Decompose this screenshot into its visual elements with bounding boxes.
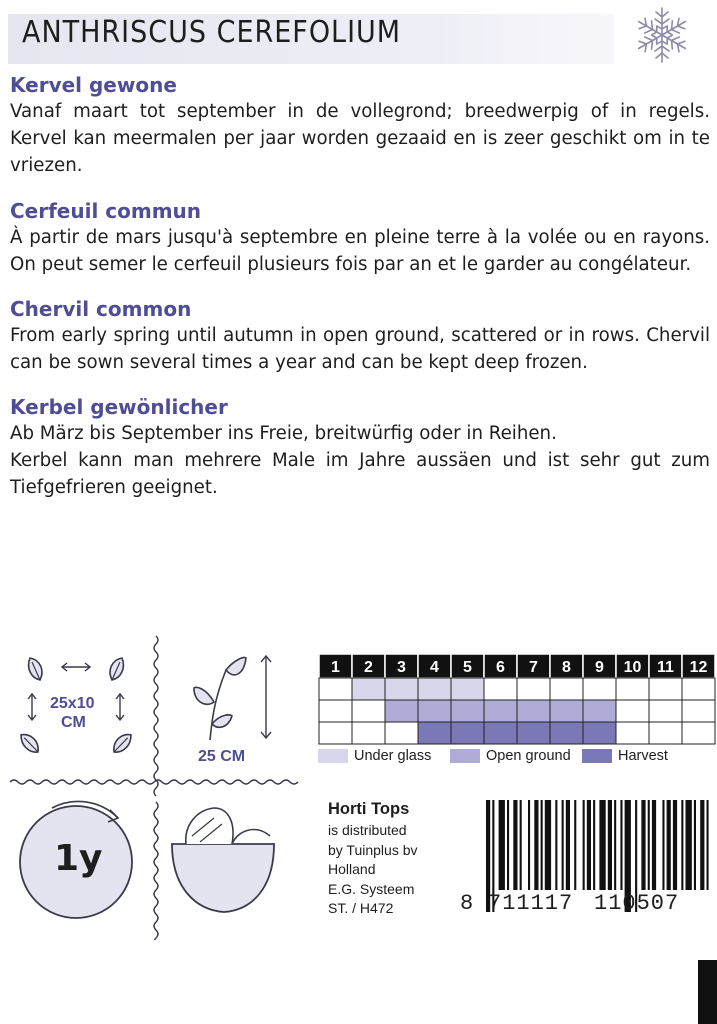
section-line: From early spring until autumn in open ground, scattered or in rows. Chervil can be sown several times a year and can be kept deep frozen. [10, 325, 710, 373]
legend-label: Under glass [354, 748, 432, 764]
calendar-cell-under-glass [418, 678, 451, 700]
barcode-bar [700, 800, 704, 890]
distributor-info [328, 800, 418, 919]
barcode-bar [555, 800, 557, 890]
legend-swatch [582, 749, 612, 763]
calendar-cell-open-ground [451, 700, 484, 722]
barcode-bar [566, 800, 570, 890]
section-line: Kerbel kann man mehrere Male im Jahre aussäen und ist sehr gut zum Tiefgefrieren geeignet. [10, 450, 710, 498]
barcode-digits-right: 110507 [594, 891, 680, 916]
month-header [616, 654, 649, 678]
barcode-bar [599, 800, 605, 890]
calendar-cell-harvest [550, 722, 583, 744]
svg-text:10: 10 [623, 659, 642, 676]
calendar-cell-harvest [517, 722, 550, 744]
barcode-bar [648, 800, 650, 890]
barcode-bar [662, 800, 664, 890]
calendar-cell-empty [649, 722, 682, 744]
sowing-calendar [318, 654, 716, 746]
section-title: Chervil common [10, 297, 192, 321]
spacing-label: 25x10 [50, 695, 95, 712]
section-body [10, 322, 710, 376]
barcode-bar [608, 800, 612, 890]
distributor-line: E.G. Systeem [328, 880, 415, 897]
calendar-cell-empty [385, 722, 418, 744]
calendar-cell-under-glass [451, 678, 484, 700]
calendar-cell-open-ground [517, 700, 550, 722]
calendar-cell-empty [517, 678, 550, 700]
calendar-cell-open-ground [418, 700, 451, 722]
edge-mark [698, 960, 717, 1024]
section-body [10, 224, 710, 278]
legend-swatch [318, 749, 348, 763]
calendar-cell-open-ground [385, 700, 418, 722]
month-header [583, 654, 616, 678]
month-header [385, 654, 418, 678]
plant-height-icon [194, 656, 271, 740]
legend-open-ground [450, 748, 571, 764]
calendar-cell-empty [649, 678, 682, 700]
section-line: À partir de mars jusqu'à septembre en pleine terre à la volée ou en rayons. On peut semer le cerfeuil plusieurs fois par an et le garder au congélateur. [10, 227, 710, 275]
month-header [517, 654, 550, 678]
section-dutch [10, 72, 710, 179]
svg-text:5: 5 [463, 659, 472, 676]
barcode-bar [583, 800, 585, 890]
divider [154, 802, 158, 940]
barcode-bar [574, 800, 576, 890]
calendar-cell-harvest [418, 722, 451, 744]
barcode-bar [593, 800, 595, 890]
month-header [418, 654, 451, 678]
section-title: Kerbel gewönlicher [10, 395, 228, 419]
barcode-bar [541, 800, 543, 890]
calendar-cell-empty [682, 678, 715, 700]
svg-text:9: 9 [595, 659, 604, 676]
month-header [682, 654, 715, 678]
legend-under-glass [318, 748, 431, 764]
distributor-line: by Tuinplus bv [328, 841, 418, 858]
section-title: Kervel gewone [10, 73, 177, 97]
barcode-bar [620, 800, 622, 890]
svg-text:3: 3 [397, 659, 406, 676]
svg-text:4: 4 [430, 659, 439, 676]
svg-text:1: 1 [331, 659, 340, 676]
svg-text:6: 6 [496, 659, 505, 676]
barcode-bar [652, 800, 656, 890]
barcode-bar [707, 800, 709, 890]
month-header [451, 654, 484, 678]
calendar-cell-open-ground [484, 700, 517, 722]
svg-text:11: 11 [657, 659, 674, 676]
calendar-cell-empty [649, 700, 682, 722]
calendar-cell-harvest [583, 722, 616, 744]
barcode-bar [562, 800, 564, 890]
barcode-bar [681, 800, 683, 890]
section-title: Cerfeuil commun [10, 199, 202, 223]
calendar-cell-under-glass [352, 678, 385, 700]
calendar-cell-empty [682, 700, 715, 722]
calendar-cell-harvest [451, 722, 484, 744]
distributor-line: is distributed [328, 822, 407, 838]
calendar-cell-empty [319, 722, 352, 744]
legend-swatch [450, 749, 480, 763]
distributor-line: ST. / H472 [328, 900, 394, 916]
month-header [484, 654, 517, 678]
calendar-cell-empty [352, 722, 385, 744]
month-header [352, 654, 385, 678]
svg-text:8: 8 [562, 659, 571, 676]
calendar-cell-empty [550, 678, 583, 700]
section-french [10, 198, 710, 278]
calendar-cell-open-ground [550, 700, 583, 722]
section-german [10, 394, 710, 501]
section-line: Ab März bis September ins Freie, breitwürfig oder in Reihen. [10, 423, 557, 444]
svg-text:12: 12 [689, 659, 708, 676]
legend-label: Open ground [486, 748, 571, 764]
section-english [10, 296, 710, 376]
icon-panel [0, 630, 320, 940]
calendar-cell-empty [319, 678, 352, 700]
calendar-cell-empty [616, 678, 649, 700]
barcode-bar [528, 800, 530, 890]
page-title: ANTHRISCUS CEREFOLIUM [22, 15, 402, 50]
section-line: Vanaf maart tot september in de vollegrond; breedwerpig of in regels. Kervel kan meermalen per jaar worden gezaaid en is zeer geschikt om in te vriezen. [10, 101, 710, 176]
cycle-label: 1y [54, 838, 103, 879]
barcode-bar [673, 800, 677, 890]
brand-name: Horti Tops [328, 800, 410, 818]
calendar-cell-empty [616, 722, 649, 744]
barcode-bar [667, 800, 671, 890]
barcode-bar [513, 800, 517, 890]
calendar-cell-empty [484, 678, 517, 700]
barcode-bar [534, 800, 538, 890]
calendar-cell-under-glass [385, 678, 418, 700]
harvest-basket-icon [172, 808, 274, 912]
svg-text:2: 2 [364, 659, 373, 676]
month-header [550, 654, 583, 678]
legend-harvest [582, 748, 668, 764]
barcode-digits-left: 711117 [488, 891, 574, 916]
barcode-bar [641, 800, 645, 890]
distributor-line: Holland [328, 861, 376, 877]
svg-text:7: 7 [529, 659, 538, 676]
barcode-bar [499, 800, 505, 890]
divider [154, 636, 158, 796]
calendar-cell-open-ground [583, 700, 616, 722]
section-body [10, 98, 710, 179]
calendar-cell-empty [682, 722, 715, 744]
barcode-bar [614, 800, 616, 890]
barcode-bar [507, 800, 509, 890]
calendar-cell-harvest [484, 722, 517, 744]
barcode-bar [694, 800, 696, 890]
calendar-cell-empty [616, 700, 649, 722]
section-body [10, 420, 710, 501]
month-header [649, 654, 682, 678]
month-header [319, 654, 352, 678]
snowflake-icon [631, 4, 693, 66]
spacing-unit: CM [61, 714, 86, 731]
barcode-digit-first: 8 [460, 891, 474, 916]
barcode-bar [587, 800, 591, 890]
barcode-bar [520, 800, 522, 890]
barcode-bar [545, 800, 551, 890]
calendar-cell-empty [319, 700, 352, 722]
legend-label: Harvest [618, 748, 668, 764]
height-label: 25 CM [198, 748, 246, 765]
barcode-bar [686, 800, 692, 890]
divider [10, 780, 298, 784]
calendar-cell-empty [583, 678, 616, 700]
calendar-cell-empty [352, 700, 385, 722]
